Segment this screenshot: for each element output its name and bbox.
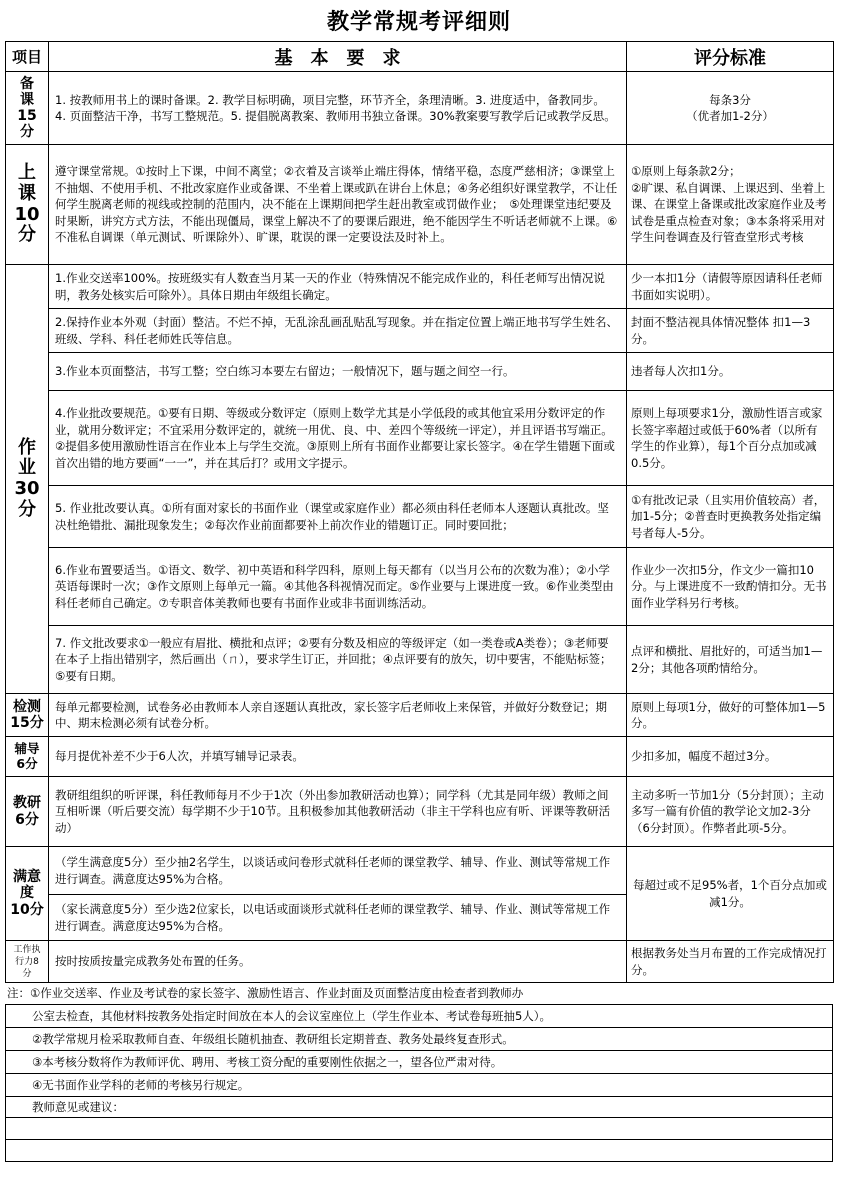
blank-line-1 — [5, 1118, 833, 1140]
requirement-tutor: 每月提优补差不少于6人次，并填写辅导记录表。 — [49, 737, 627, 777]
row-satisfaction-student — [6, 847, 834, 895]
standard-execution: 根据教务处当月布置的工作完成情况打分。 — [627, 941, 834, 983]
page-title: 教学常规考评细则 — [326, 10, 511, 35]
requirement-research: 教研组组织的听评课，科任教师每月不少于1次（外出参加教研活动也算）；同学科（尤其是同年级）教师之间互相听课（听后要交流）每学期不少于10节。且积极参加其他教研活动（非主干学科也应有听、评课等教研活动） — [49, 777, 627, 847]
standard-research: 主动多听一节加1分（5分封顶）；主动多写一篇有价值的教学论文加2-3分（6分封顶）。作弊者此项-5分。 — [627, 777, 834, 847]
table-header-row — [6, 42, 834, 72]
note-line-2: 公室去检查，其他材料按教务处指定时间放在本人的会议室座位上（学生作业本、考试卷每班抽5人）。 — [5, 1004, 833, 1028]
evaluation-sheet — [5, 4, 833, 1162]
standard-homework-6: 作业少一次扣5分，作文少一篇扣10分。与上课进度不一致酌情扣分。无书面作业学科另行考核。 — [627, 548, 834, 626]
requirement-homework-6: 6.作业布置要适当。①语文、数学、初中英语和科学四科，原则上每天都有（以当月公布的次数为准）；②小学英语每课时一次；③作文原则上每单元一篇。④其他各科视情况而定。⑤作业要与上课进度一致。⑥作业类型由科任老师自己确定。⑦专职音体美教师也要有书面作业或非书面训练活动。 — [49, 548, 627, 626]
row-homework-1 — [6, 265, 834, 309]
requirement-execution: 按时按质按量完成教务处布置的任务。 — [49, 941, 627, 983]
requirement-prep: 1. 按教师用书上的课时备课。2. 教学目标明确，项目完整，环节齐全，条理清晰。3. 进度适中，备教同步。 4. 页面整洁干净，书写工整规范。5. 提倡脱离教案、教师用书独立备课。30%教案要写教学后记或教学反思。 — [49, 72, 627, 145]
header-item: 项目 — [6, 42, 49, 72]
row-prep — [6, 72, 834, 145]
row-homework-4 — [6, 391, 834, 486]
standard-test: 原则上每项1分，做好的可整体加1—5分。 — [627, 694, 834, 737]
category-satisfaction: 满意 度 10分 — [6, 847, 49, 941]
standard-class: ①原则上每条款2分； ②旷课、私自调课、上课迟到、坐着上课、在课堂上备课或批改家庭作业及考试卷是重点检查对象；③本条将采用对学生问卷调查及行管查堂形式考核 — [627, 145, 834, 265]
blank-line-2 — [5, 1140, 833, 1162]
row-class — [6, 145, 834, 265]
header-standard: 评分标准 — [627, 42, 834, 72]
row-execution — [6, 941, 834, 983]
requirement-homework-5: 5. 作业批改要认真。①所有面对家长的书面作业（课堂或家庭作业）都必须由科任老师本人逐题认真批改。坚决杜绝错批、漏批现象发生；②每次作业前面都要补上前次作业的错题订正。同时要回批； — [49, 486, 627, 548]
standard-homework-3: 违者每人次扣1分。 — [627, 353, 834, 391]
requirement-homework-1: 1.作业交送率100%。按班级实有人数查当月某一天的作业（特殊情况不能完成作业的，科任老师写出情况说明，教务处核实后可除外）。具体日期由年级组长确定。 — [49, 265, 627, 309]
requirement-homework-7: 7. 作文批改要求①一般应有眉批、横批和点评；②要有分数及相应的等级评定（如一类卷或A类卷）；③老师要在本子上指出错别字，然后画出（ㄇ），要求学生订正，并回批；④点评要有的放矢，切中要害，不能贴标签；⑤要有日期。 — [49, 626, 627, 694]
requirement-test: 每单元都要检测，试卷务必由教师本人亲自逐题认真批改，家长签字后老师收上来保管，并做好分数登记；期中、期末检测必须有试卷分析。 — [49, 694, 627, 737]
standard-tutor: 少扣多加，幅度不超过3分。 — [627, 737, 834, 777]
standard-homework-5: ①有批改记录（且实用价值较高）者，加1-5分；②普查时更换教务处指定编号者每人-5分。 — [627, 486, 834, 548]
standard-homework-4: 原则上每项要求1分，激励性语言或家长签字率超过或低于60%者（以所有学生的作业算），每1个百分点加或减0.5分。 — [627, 391, 834, 486]
note-line-3: ②教学常规月检采取教师自查、年级组长随机抽查、教研组长定期普查、教务处最终复查形式。 — [5, 1028, 833, 1051]
category-homework: 作 业 30 分 — [6, 265, 49, 694]
requirement-homework-4: 4.作业批改要规范。①要有日期、等级或分数评定（原则上数学尤其是小学低段的或其他宜采用分数评定的作业，就用分数评定；不宜采用分数评定的，就统一用优、良、中、差四个等级统一评定），并且评语书写端正。②提倡多使用激励性语言在作业本上与学生交流。③原则上所有书面作业都要让家长签字。④在学生错题下面或首次出错的地方要画“一一”，并在其后打？或用文字提示。 — [49, 391, 627, 486]
category-research: 教研 6分 — [6, 777, 49, 847]
note-line-6: 教师意见或建议： — [5, 1097, 833, 1118]
standard-homework-2: 封面不整洁视具体情况整体 扣1—3分。 — [627, 309, 834, 353]
note-line-5: ④无书面作业学科的老师的考核另行规定。 — [5, 1074, 833, 1097]
row-test — [6, 694, 834, 737]
row-tutor — [6, 737, 834, 777]
notes-section — [5, 983, 833, 1162]
criteria-table — [5, 41, 834, 983]
standard-satisfaction: 每超过或不足95%者，1个百分点加或减1分。 — [627, 847, 834, 941]
category-tutor: 辅导 6分 — [6, 737, 49, 777]
row-homework-2 — [6, 309, 834, 353]
standard-homework-1: 少一本扣1分（请假等原因请科任老师书面如实说明）。 — [627, 265, 834, 309]
standard-prep: 每条3分 （优者加1-2分） — [627, 72, 834, 145]
row-research — [6, 777, 834, 847]
requirement-satisfaction-student: （学生满意度5分）至少抽2名学生，以谈话或问卷形式就科任老师的课堂教学、辅导、作业、测试等常规工作进行调查。满意度达95%为合格。 — [49, 847, 627, 895]
category-class: 上 课 10 分 — [6, 145, 49, 265]
requirement-homework-2: 2.保持作业本外观（封面）整洁。不烂不掉，无乱涂乱画乱贴乱写现象。并在指定位置上端正地书写学生姓名、班级、学科、科任老师姓氏等信息。 — [49, 309, 627, 353]
category-test: 检测 15分 — [6, 694, 49, 737]
note-line-1: 注：①作业交送率、作业及考试卷的家长签字、激励性语言、作业封面及页面整洁度由检查者到教师办 — [7, 986, 524, 1000]
row-homework-7 — [6, 626, 834, 694]
category-execution: 工作执 行力8 分 — [6, 941, 49, 983]
row-homework-3 — [6, 353, 834, 391]
row-homework-5 — [6, 486, 834, 548]
standard-homework-7: 点评和横批、眉批好的，可适当加1—2分；其他各项酌情给分。 — [627, 626, 834, 694]
header-requirements: 基 本 要 求 — [49, 42, 627, 72]
note-line-4: ③本考核分数将作为教师评优、聘用、考核工资分配的重要刚性依据之一，望各位严肃对待。 — [5, 1051, 833, 1074]
requirement-satisfaction-parent: （家长满意度5分）至少选2位家长，以电话或面谈形式就科任老师的课堂教学、辅导、作业、测试等常规工作进行调查。满意度达95%为合格。 — [49, 895, 627, 941]
requirement-class: 遵守课堂常规。①按时上下课，中间不离堂；②衣着及言谈举止端庄得体，情绪平稳，态度严慈相济；③课堂上不抽烟、不使用手机、不批改家庭作业或备课、不坐着上课或趴在讲台上休息；④务必组织好课堂教学，不让任何学生脱离老师的视线或控制的范围内，决不能在上课期间把学生赶出教室或罚做作业； ⑤处理课堂违纪要及时果断，讲究方式方法，不能出现僵局，课堂上解决不了的要课后跟进，绝不能因学生不听话老师就不上课。⑥不准私自调课（单元测试、听课除外）、旷课，耽误的课一定要设法及时补上。 — [49, 145, 627, 265]
row-homework-6 — [6, 548, 834, 626]
category-prep: 备 课 15 分 — [6, 72, 49, 145]
requirement-homework-3: 3.作业本页面整洁，书写工整；空白练习本要左右留边；一般情况下，题与题之间空一行。 — [49, 353, 627, 391]
